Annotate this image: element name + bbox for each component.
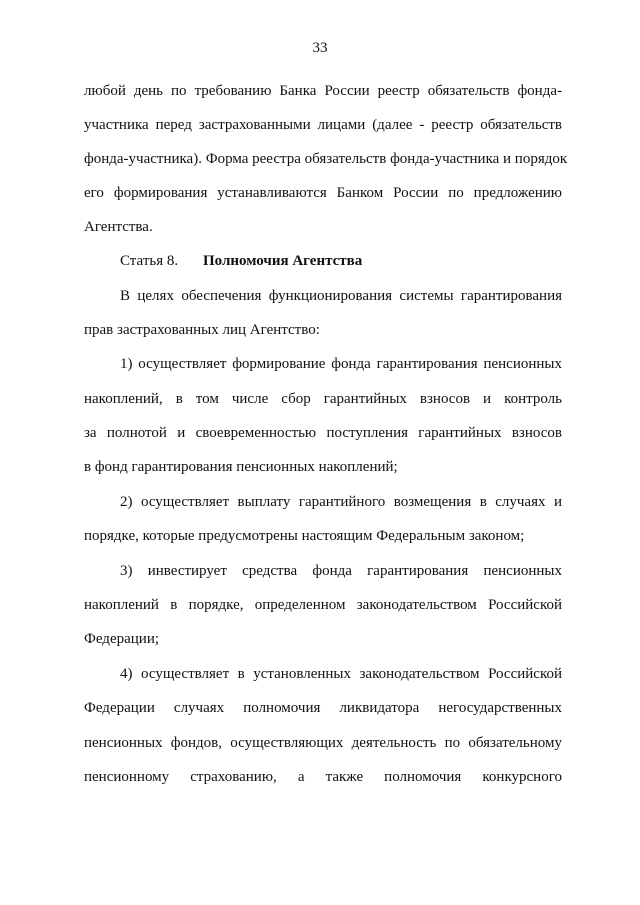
text-line: в фонд гарантирования пенсионных накоплений;: [84, 459, 398, 475]
text-line: его формирования устанавливаются Банком России по предложению: [84, 185, 562, 201]
text-line: фонда-участника). Форма реестра обязательств фонда-участника и порядок: [84, 151, 568, 167]
text-line: пенсионных фондов, осуществляющих деятельность по обязательному: [84, 735, 562, 751]
text-line: В целях обеспечения функционирования системы гарантирования: [120, 288, 562, 304]
text-line: 3) инвестирует средства фонда гарантирования пенсионных: [120, 563, 562, 579]
text-line: накоплений, в том числе сбор гарантийных взносов и контроль: [84, 391, 562, 407]
text-line: порядке, которые предусмотрены настоящим Федеральным законом;: [84, 528, 525, 544]
text-line: Федерации;: [84, 631, 160, 647]
text-line: участника перед застрахованными лицами (далее - реестр обязательств: [84, 117, 562, 133]
article-title: Полномочия Агентства: [203, 253, 363, 269]
text-line: любой день по требованию Банка России реестр обязательств фонда-: [84, 83, 562, 99]
text-line: Федерации случаях полномочия ликвидатора негосударственных: [84, 700, 562, 716]
text-line: 4) осуществляет в установленных законодательством Российской: [120, 666, 562, 682]
article-label: Статья 8.: [120, 253, 179, 269]
article-heading: [120, 251, 362, 271]
text-line: прав застрахованных лиц Агентство:: [84, 322, 320, 338]
text-line: 2) осуществляет выплату гарантийного возмещения в случаях и: [120, 494, 562, 510]
text-line: пенсионному страхованию, а также полномочия конкурсного: [84, 769, 562, 785]
text-line: Агентства.: [84, 219, 153, 235]
text-line: 1) осуществляет формирование фонда гарантирования пенсионных: [120, 356, 562, 372]
text-line: за полнотой и своевременностью поступления гарантийных взносов: [84, 425, 562, 441]
text-line: накоплений в порядке, определенном законодательством Российской: [84, 597, 562, 613]
page-number: 33: [312, 40, 328, 56]
